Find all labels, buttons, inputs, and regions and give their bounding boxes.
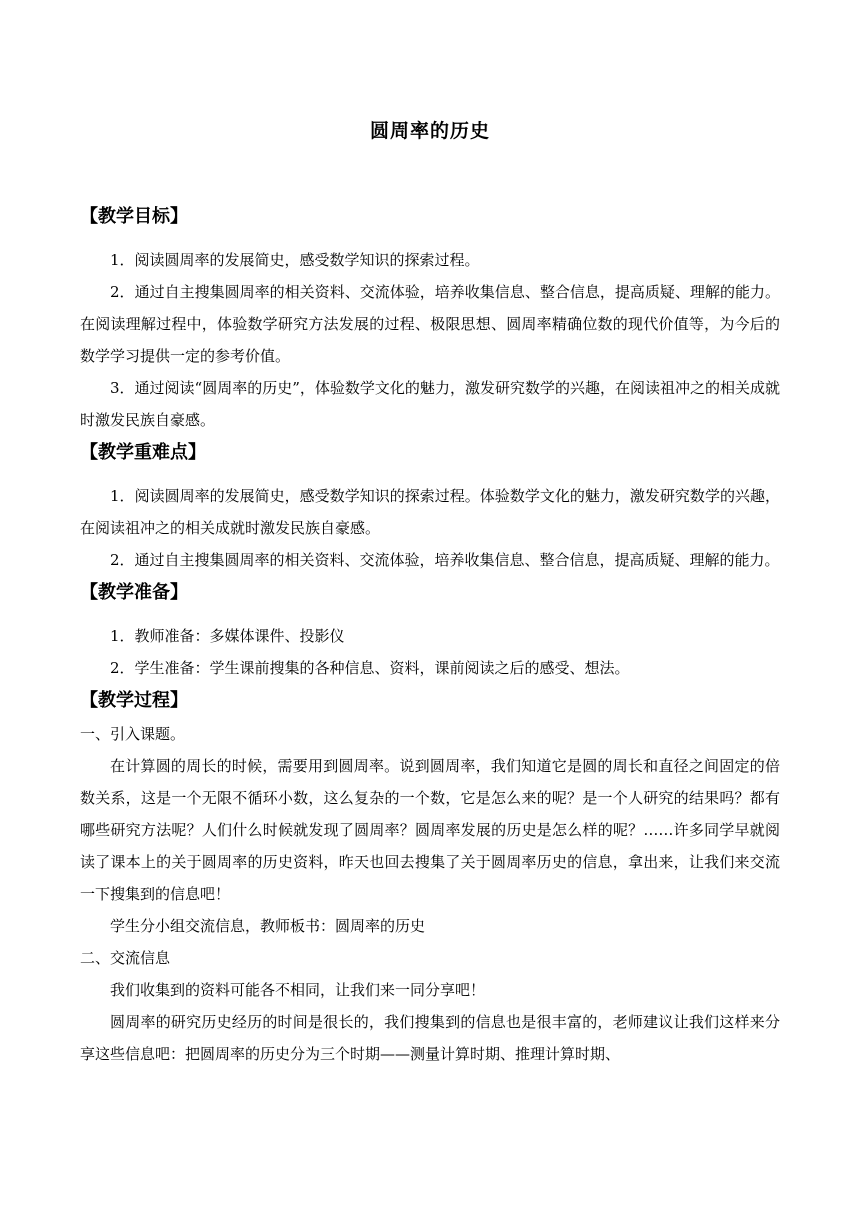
process-part1-text: 在计算圆的周长的时候，需要用到圆周率。说到圆周率，我们知道它是圆的周长和直径之间固定的倍数关系，这是一个无限不循环小数，这么复杂的一个数，它是怎么来的呢？是一个人研究的结果吗？都有哪些研究方法呢？人们什么时候就发现了圆周率？圆周率发展的历史是怎么样的呢？……许多同学早就阅读了课本上的关于圆周率的历史资料，昨天也回去搜集了关于圆周率历史的信息，拿出来，让我们来交流一下搜集到的信息吧！ — [80, 757, 780, 903]
goal-item-1: 1．阅读圆周率的发展简史，感受数学知识的探索过程。 — [110, 251, 480, 269]
preparation-item-1: 1．教师准备：多媒体课件、投影仪 — [110, 627, 345, 645]
document-body — [80, 200, 780, 1070]
process-part2-text1: 我们收集到的资料可能各不相同，让我们来一同分享吧！ — [110, 981, 486, 999]
preparation-item-2: 2．学生准备：学生课前搜集的各种信息、资料，课前阅读之后的感受、想法。 — [110, 659, 630, 677]
section-heading-process: 【教学过程】 — [80, 690, 188, 711]
section-heading-key-points: 【教学重难点】 — [80, 442, 206, 463]
process-part2-title: 二、交流信息 — [80, 949, 171, 967]
process-part2-text2: 圆周率的研究历史经历的时间是很长的，我们搜集到的信息也是很丰富的，老师建议让我们这样来分享这些信息吧：把圆周率的历史分为三个时期——测量计算时期、推理计算时期、 — [80, 1013, 780, 1063]
process-part1-note: 学生分小组交流信息，教师板书：圆周率的历史 — [110, 917, 426, 935]
document-title: 圆周率的历史 — [369, 120, 490, 142]
key-point-item-1: 1．阅读圆周率的发展简史，感受数学知识的探索过程。体验数学文化的魅力，激发研究数学的兴趣，在阅读祖冲之的相关成就时激发民族自豪感。 — [80, 487, 780, 537]
process-part1-title: 一、引入课题。 — [80, 725, 186, 743]
goal-item-3: 3．通过阅读“圆周率的历史”，体验数学文化的魅力，激发研究数学的兴趣，在阅读祖冲之的相关成就时激发民族自豪感。 — [80, 379, 780, 429]
section-heading-goals: 【教学目标】 — [80, 206, 188, 227]
section-heading-preparation: 【教学准备】 — [80, 582, 188, 603]
key-point-item-2: 2．通过自主搜集圆周率的相关资料、交流体验，培养收集信息、整合信息，提高质疑、理解的能力。 — [110, 551, 780, 569]
goal-item-2: 2．通过自主搜集圆周率的相关资料、交流体验，培养收集信息、整合信息，提高质疑、理解的能力。在阅读理解过程中，体验数学研究方法发展的过程、极限思想、圆周率精确位数的现代价值等，为今后的数学学习提供一定的参考价值。 — [80, 283, 780, 365]
